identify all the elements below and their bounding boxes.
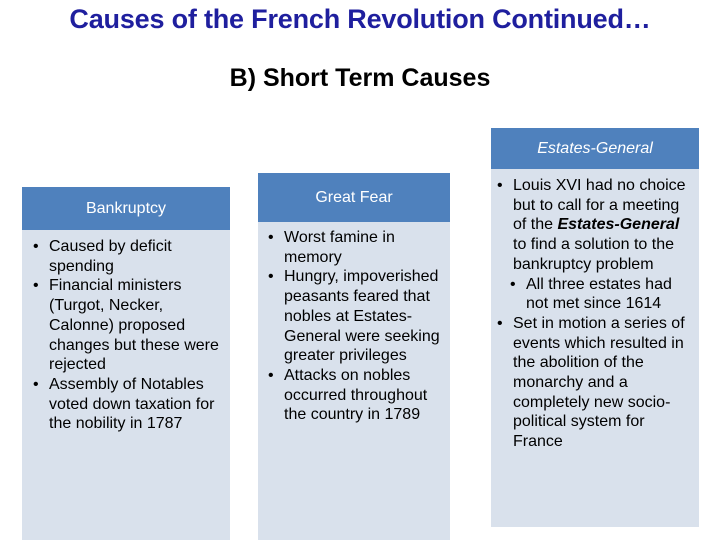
estates-general-bullet-text: Louis XVI had no choice but to call for a meeting of the — [513, 177, 686, 234]
panel-estates-general — [491, 128, 699, 540]
bankruptcy-bullet: • Caused by deficit spending — [29, 237, 226, 276]
estates-general-bullet-text: to find a solution to the bankruptcy problem — [513, 236, 674, 273]
panel-bankruptcy — [22, 187, 230, 540]
great-fear-bullet: • Hungry, impoverished peasants feared that nobles at Estates-General were seeking greater privileges — [264, 267, 448, 366]
panel-estates-general-body — [491, 169, 699, 527]
great-fear-bullet-list — [264, 228, 448, 425]
estates-general-bullet: • Set in motion a series of events which resulted in the abolition of the monarchy and a completely new socio-political system for France — [493, 314, 697, 452]
estates-general-emphasis: Estates-General — [557, 216, 680, 234]
panel-great-fear-heading: Great Fear — [258, 173, 450, 222]
estates-general-sub-bullet: • All three estates had not met since 1614 — [493, 275, 697, 314]
panel-estates-general-heading: Estates-General — [491, 128, 699, 169]
bankruptcy-bullet: • Financial ministers (Turgot, Necker, Calonne) proposed changes but these were rejected — [29, 276, 226, 375]
panel-great-fear-body — [258, 222, 450, 540]
bankruptcy-bullet: • Assembly of Notables voted down taxation for the nobility in 1787 — [29, 375, 226, 434]
great-fear-bullet: • Worst famine in memory — [264, 228, 448, 267]
estates-general-bullet — [493, 176, 697, 275]
panel-bankruptcy-body — [22, 230, 230, 540]
great-fear-bullet: • Attacks on nobles occurred throughout the country in 1789 — [264, 366, 448, 425]
slide-title: Causes of the French Revolution Continued… — [69, 4, 651, 34]
slide-subtitle: B) Short Term Causes — [229, 64, 491, 92]
bankruptcy-bullet-list — [29, 237, 226, 434]
panel-bankruptcy-heading: Bankruptcy — [22, 187, 230, 230]
estates-general-bullet-list — [493, 176, 697, 452]
panel-great-fear — [258, 173, 450, 540]
